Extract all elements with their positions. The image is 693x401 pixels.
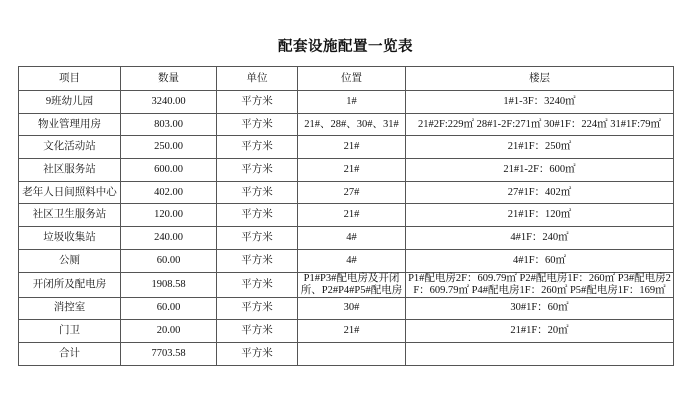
item-cell: 老年人日间照料中心 [19, 181, 121, 204]
unit-cell: 平方米 [217, 181, 298, 204]
header-unit: 单位 [217, 67, 298, 91]
quantity-cell: 3240.00 [121, 91, 217, 114]
table-header-row [19, 67, 674, 91]
location-cell: 21# [298, 159, 406, 182]
unit-cell: 平方米 [217, 136, 298, 159]
table-header [19, 67, 674, 91]
table-body [19, 91, 674, 366]
quantity-cell: 600.00 [121, 159, 217, 182]
table-row [19, 91, 674, 114]
floors-cell: 27#1F：402㎡ [406, 181, 674, 204]
item-cell: 开闭所及配电房 [19, 272, 121, 297]
quantity-cell: 20.00 [121, 320, 217, 343]
quantity-cell: 120.00 [121, 204, 217, 227]
table-row [19, 227, 674, 250]
item-cell: 公厕 [19, 249, 121, 272]
location-cell: P1#P3#配电房及开闭所、P2#P4#P5#配电房 [298, 272, 406, 297]
floors-cell: 21#2F:229㎡ 28#1-2F:271㎡ 30#1F：224㎡ 31#1F:79㎡ [406, 113, 674, 136]
item-cell: 文化活动站 [19, 136, 121, 159]
item-cell: 消控室 [19, 297, 121, 320]
page-title: 配套设施配置一览表 [278, 39, 413, 55]
unit-cell: 平方米 [217, 113, 298, 136]
location-cell: 21# [298, 320, 406, 343]
total-label-cell: 合计 [19, 342, 121, 365]
floors-cell: P1#配电房2F：609.79㎡ P2#配电房1F：260㎡ P3#配电房2F：609.79㎡ P4#配电房1F：260㎡ P5#配电房1F：169㎡ [406, 272, 674, 297]
quantity-cell: 250.00 [121, 136, 217, 159]
floors-cell: 1#1-3F：3240㎡ [406, 91, 674, 114]
floors-cell: 21#1-2F：600㎡ [406, 159, 674, 182]
unit-cell: 平方米 [217, 91, 298, 114]
location-cell [298, 342, 406, 365]
unit-cell: 平方米 [217, 227, 298, 250]
header-quantity: 数量 [121, 67, 217, 91]
location-cell: 4# [298, 227, 406, 250]
item-cell: 社区卫生服务站 [19, 204, 121, 227]
table-row [19, 297, 674, 320]
unit-cell: 平方米 [217, 204, 298, 227]
unit-cell: 平方米 [217, 320, 298, 343]
floors-cell: 30#1F：60㎡ [406, 297, 674, 320]
total-unit-cell: 平方米 [217, 342, 298, 365]
header-floors: 楼层 [406, 67, 674, 91]
table-row [19, 320, 674, 343]
location-cell: 4# [298, 249, 406, 272]
location-cell: 21# [298, 136, 406, 159]
floors-cell: 21#1F：120㎡ [406, 204, 674, 227]
table-row [19, 136, 674, 159]
table-row [19, 272, 674, 297]
quantity-cell: 60.00 [121, 249, 217, 272]
floors-cell: 4#1F：60㎡ [406, 249, 674, 272]
header-location: 位置 [298, 67, 406, 91]
quantity-cell: 60.00 [121, 297, 217, 320]
unit-cell: 平方米 [217, 272, 298, 297]
total-quantity-cell: 7703.58 [121, 342, 217, 365]
item-cell: 物业管理用房 [19, 113, 121, 136]
location-cell: 21# [298, 204, 406, 227]
floors-cell [406, 342, 674, 365]
location-cell: 30# [298, 297, 406, 320]
table-row [19, 113, 674, 136]
unit-cell: 平方米 [217, 297, 298, 320]
floors-cell: 21#1F：20㎡ [406, 320, 674, 343]
unit-cell: 平方米 [217, 159, 298, 182]
table-row [19, 204, 674, 227]
total-row [19, 342, 674, 365]
item-cell: 门卫 [19, 320, 121, 343]
item-cell: 9班幼儿园 [19, 91, 121, 114]
floors-cell: 4#1F：240㎡ [406, 227, 674, 250]
unit-cell: 平方米 [217, 249, 298, 272]
header-item: 项目 [19, 67, 121, 91]
item-cell: 垃圾收集站 [19, 227, 121, 250]
location-cell: 27# [298, 181, 406, 204]
location-cell: 21#、28#、30#、31# [298, 113, 406, 136]
quantity-cell: 1908.58 [121, 272, 217, 297]
facilities-table [18, 66, 674, 366]
table-row [19, 249, 674, 272]
quantity-cell: 402.00 [121, 181, 217, 204]
item-cell: 社区服务站 [19, 159, 121, 182]
table-row [19, 181, 674, 204]
quantity-cell: 803.00 [121, 113, 217, 136]
quantity-cell: 240.00 [121, 227, 217, 250]
table-row [19, 159, 674, 182]
floors-cell: 21#1F：250㎡ [406, 136, 674, 159]
location-cell: 1# [298, 91, 406, 114]
